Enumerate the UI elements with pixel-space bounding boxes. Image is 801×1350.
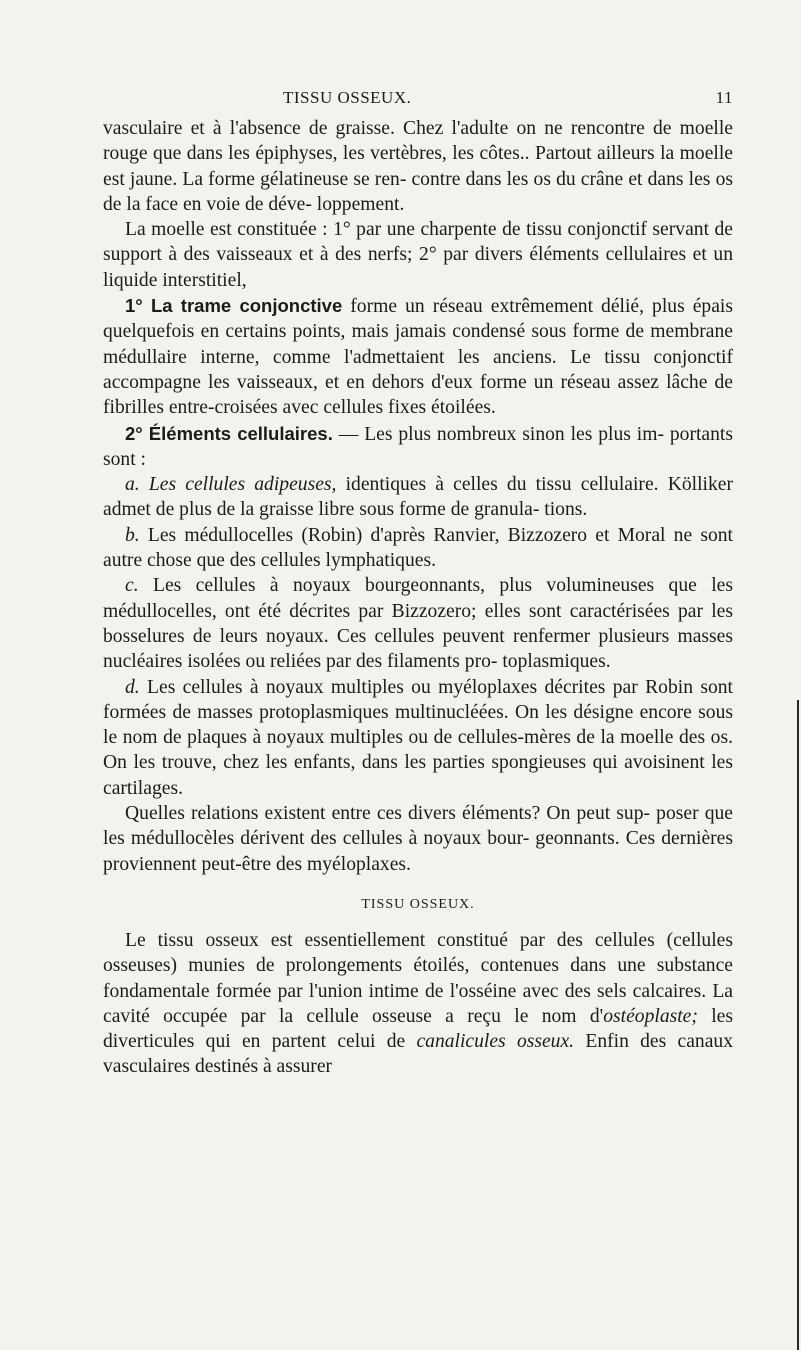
tissu-osseux-italic-osteoplaste: ostéoplaste; bbox=[603, 1005, 698, 1027]
heading-elements-cellulaires: 2° Éléments cellulaires. bbox=[125, 422, 333, 444]
item-d-letter: d. bbox=[125, 676, 140, 698]
item-a-text: identiques à celles du tissu cellulaire. Kölliker admet de plus de la graisse libre sous forme de granula- tions. bbox=[103, 474, 733, 521]
paragraph-relations: Quelles relations existent entre ces divers éléments? On peut sup- poser que les médullocèles dérivent des cellules à noyaux bour- geonnants. Ces dernières proviennent peut-être des myéloplaxes. bbox=[103, 803, 733, 875]
heading-trame-conjonctive: 1° La trame conjonctive bbox=[125, 295, 343, 317]
item-a-letter: a. bbox=[125, 474, 140, 496]
tissu-osseux-text-1: Le tissu osseux est essentiellement constitué par des cellules (cellules osseuses) munies de prolongements étoilés, contenues dans une substance fondamentale formée par l'union intime de l'osséine avec des sels calcaires. La cavité occupée par la cellule osseuse a reçu le nom d' bbox=[103, 929, 733, 1027]
tissu-osseux-text-3: Enfin des canaux vasculaires destinés à assurer bbox=[103, 1031, 733, 1078]
paragraph-moelle-rouge: vasculaire et à l'absence de graisse. Chez l'adulte on ne rencontre de moelle rouge que dans les épiphyses, les vertèbres, les côtes.. Partout ailleurs la moelle est jaune. La forme gélatineuse se ren- contre dans les os du crâne et dans les os de la face en voie de déve- loppement. bbox=[103, 118, 733, 215]
book-page bbox=[103, 88, 733, 1080]
paragraph-tissu-osseux bbox=[103, 928, 733, 1080]
paragraph-item-b bbox=[103, 523, 733, 574]
section-title: TISSU OSSEUX. bbox=[361, 896, 475, 912]
paragraph-item-d bbox=[103, 675, 733, 801]
item-b-letter: b. bbox=[125, 524, 140, 546]
paragraph-item-a bbox=[103, 472, 733, 523]
item-c-letter: c. bbox=[125, 575, 139, 597]
running-title: TISSU OSSEUX. bbox=[283, 88, 412, 107]
paragraph-trame-conjonctive bbox=[103, 293, 733, 420]
item-a-italic: Les cellules adipeuses, bbox=[139, 474, 337, 496]
text-elements-cellulaires: — Les plus nombreux sinon les plus im- portants sont : bbox=[103, 423, 733, 470]
text-trame-conjonctive: forme un réseau extrêmement délié, plus épais quelquefois en certains points, mais jamais condensé sous forme de membrane médullaire interne, comme l'admettaient les anciens. Le tissu conjonctif accompagne les vaisseaux, et en dehors d'eux forme un réseau assez lâche de fibrilles entre-croisées avec cellules fixes étoilées. bbox=[103, 296, 733, 419]
page-edge-line bbox=[797, 700, 799, 1350]
paragraph-constitution: La moelle est constituée : 1° par une charpente de tissu conjonctif servant de support à des vaisseaux et à des nerfs; 2° par divers éléments cellulaires et un liquide interstitiel, bbox=[103, 219, 733, 291]
item-b-text: Les médullocelles (Robin) d'après Ranvier, Bizzozero et Moral ne sont autre chose que des cellules lymphatiques. bbox=[103, 524, 733, 572]
paragraph-item-c bbox=[103, 573, 733, 674]
paragraph-elements-cellulaires bbox=[103, 421, 733, 473]
item-c-text: Les cellules à noyaux bourgeonnants, plus volumineuses que les médullocelles, ont été décrites par Bizzozero; elles sont caractérisées par les bosselures de leurs noyaux. Ces cellules peuvent renfermer plusieurs masses nucléaires isolées ou reliées par des filaments pro- toplasmiques. bbox=[103, 575, 733, 673]
page-number: 11 bbox=[715, 88, 733, 107]
tissu-osseux-text-2: les diverticules qui en partent celui de bbox=[103, 1005, 734, 1053]
page-header bbox=[103, 88, 733, 116]
item-d-text: Les cellules à noyaux multiples ou myéloplaxes décrites par Robin sont formées de masses protoplasmiques multinucléées. On les désigne encore sous le nom de plaques à noyaux multiples ou de cellules-mères de la moelle des os. On les trouve, chez les enfants, dans les parties spongieuses qui avoisinent les cartilages. bbox=[103, 676, 733, 799]
tissu-osseux-italic-canalicules: canalicules osseux. bbox=[416, 1031, 575, 1053]
